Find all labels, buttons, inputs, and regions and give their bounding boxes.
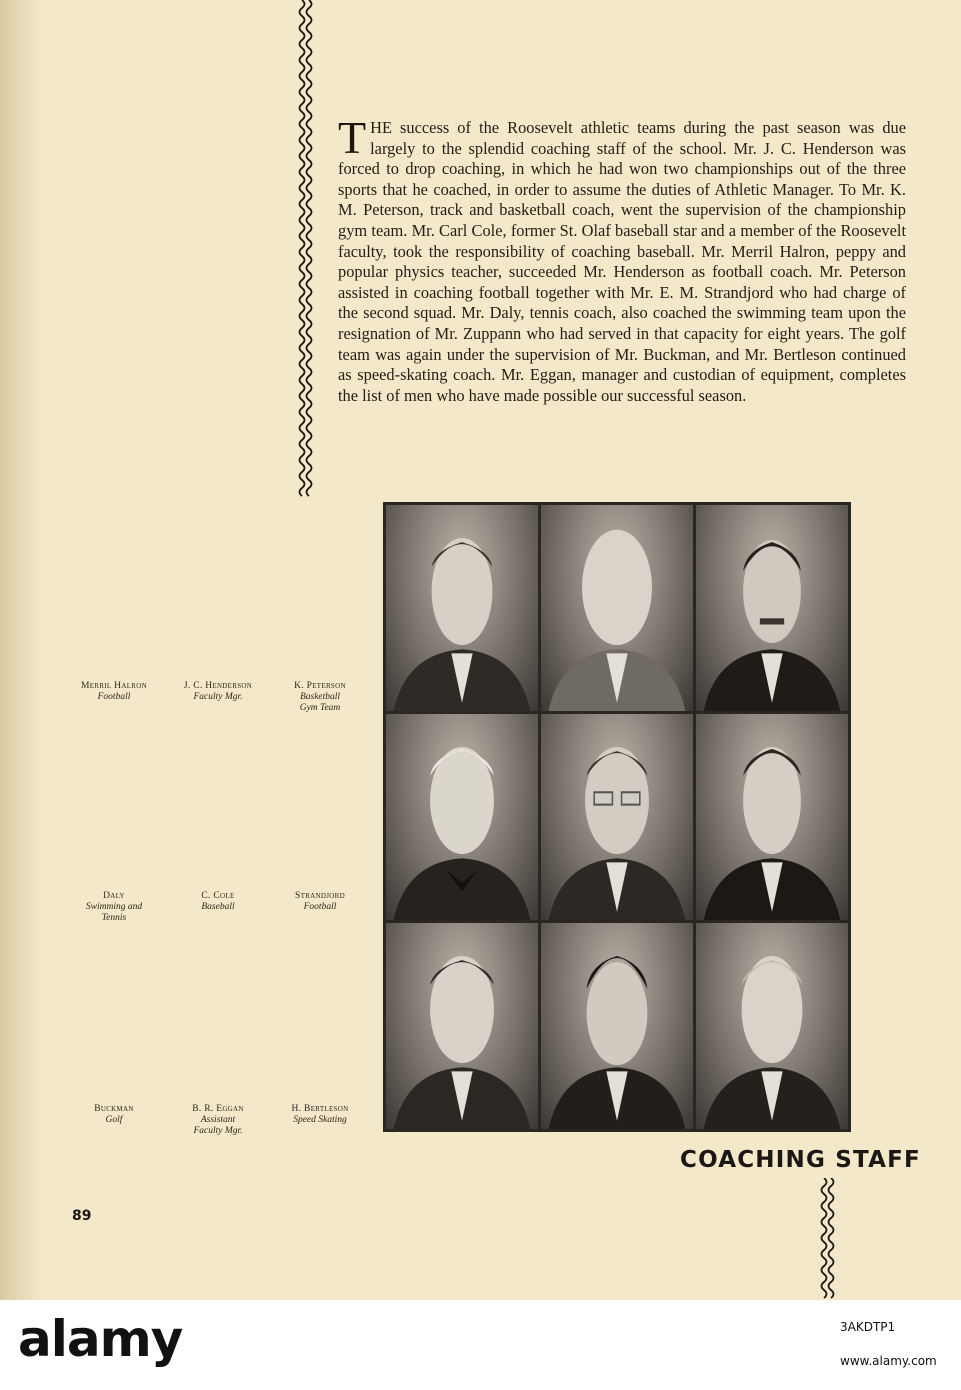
intro-paragraph bbox=[338, 112, 906, 406]
caption-cole bbox=[163, 891, 273, 913]
caption-role-line2: Tennis bbox=[101, 913, 127, 923]
page-number: 89 bbox=[72, 1208, 92, 1224]
caption-role: Speed Skating bbox=[293, 1115, 347, 1125]
caption-role: Golf bbox=[105, 1115, 123, 1125]
caption-role-line2: Gym Team bbox=[299, 703, 341, 713]
caption-eggan bbox=[163, 1104, 273, 1137]
caption-role: Baseball bbox=[201, 902, 235, 912]
alamy-logo: alamy bbox=[18, 1310, 183, 1368]
portrait-photo bbox=[696, 923, 848, 1129]
caption-name: Strandjord bbox=[295, 891, 345, 901]
caption-halron bbox=[59, 681, 169, 703]
caption-peterson bbox=[265, 681, 375, 714]
caption-buckman bbox=[59, 1104, 169, 1126]
caption-daly bbox=[59, 891, 169, 924]
wavy-divider-top bbox=[294, 0, 318, 500]
caption-name: Daly bbox=[103, 891, 125, 901]
wavy-divider-bottom bbox=[816, 1178, 840, 1300]
portrait-photo bbox=[541, 505, 693, 711]
caption-name: Buckman bbox=[94, 1104, 134, 1114]
watermark-url: www.alamy.com bbox=[840, 1354, 937, 1368]
caption-name: J. C. Henderson bbox=[183, 681, 253, 691]
caption-role-line2: Faculty Mgr. bbox=[193, 1126, 243, 1136]
caption-role: Football bbox=[303, 902, 337, 912]
caption-name: H. Bertleson bbox=[291, 1104, 349, 1114]
caption-role: Basketball bbox=[299, 692, 341, 702]
section-title: COACHING STAFF bbox=[680, 1147, 921, 1173]
intro-text: HE success of the Roosevelt athletic teams during the past season was due largely to the splendid coaching staff of the school. Mr. J. C. Henderson was forced to drop coaching, in which he had won two championships out of the three sports that he coached, in order to assume the duties of Athletic Manager. To Mr. K. M. Peterson, track and basketball coach, went the supervision of the championship gym team. Mr. Carl Cole, former St. Olaf baseball star and a member of the Roosevelt faculty, took the responsibility of coaching baseball. Mr. Merril Halron, peppy and popular physics teacher, succeeded Mr. Henderson as football coach. Mr. Peterson assisted in coaching football together with Mr. E. M. Strandjord who had charge of the second squad. Mr. Daly, tennis coach, also coached the swimming team upon the resignation of Mr. Zuppann who had served in that capacity for eight years. The golf team was again under the supervision of Mr. Buckman, and Mr. Bertleson continued as speed-skating coach. Mr. Eggan, manager and custodian of equipment, completes the list of men who have made possible our successful season. bbox=[338, 118, 906, 405]
portrait-photo bbox=[696, 714, 848, 920]
portrait-photo bbox=[541, 923, 693, 1129]
drop-cap: T bbox=[338, 112, 367, 163]
caption-role: Swimming and bbox=[85, 902, 143, 912]
caption-strandjord bbox=[265, 891, 375, 913]
coach-photo-grid bbox=[383, 502, 851, 1132]
portrait-photo bbox=[386, 505, 538, 711]
caption-role: Football bbox=[97, 692, 131, 702]
caption-role: Faculty Mgr. bbox=[193, 692, 243, 702]
portrait-photo bbox=[696, 505, 848, 711]
caption-name: Merril Halron bbox=[81, 681, 147, 691]
page-edge-shadow bbox=[0, 0, 40, 1300]
portrait-photo bbox=[386, 714, 538, 920]
caption-bertleson bbox=[265, 1104, 375, 1126]
portrait-photo bbox=[541, 714, 693, 920]
caption-name: K. Peterson bbox=[294, 681, 346, 691]
image-id-label: 3AKDTP1 bbox=[840, 1320, 896, 1334]
caption-role: Assistant bbox=[200, 1115, 236, 1125]
caption-name: B. R. Eggan bbox=[192, 1104, 244, 1114]
caption-name: C. Cole bbox=[201, 891, 235, 901]
portrait-photo bbox=[386, 923, 538, 1129]
caption-henderson bbox=[163, 681, 273, 703]
